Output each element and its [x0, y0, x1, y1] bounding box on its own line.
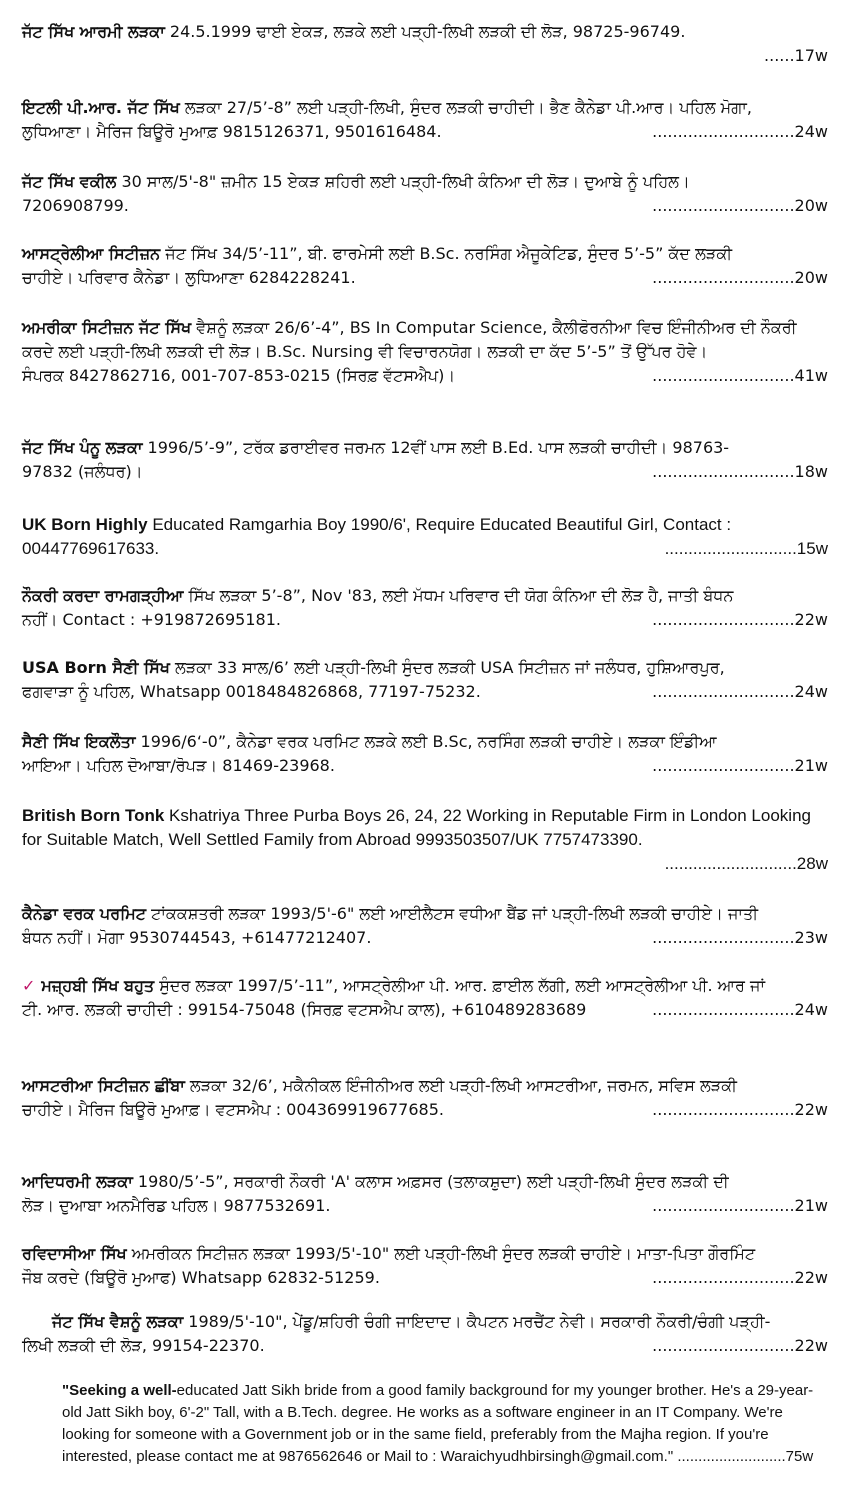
- ad-text-line2: ਸੰਪਰਕ 8427862716, 001-707-853-0215 (ਸਿਰਫ਼ ਵੱਟਸਐਪ)।: [22, 366, 456, 385]
- ad-text: ਸਿੱਖ ਲੜਕਾ 5’-8”, Nov '83, ਲਈ ਮੱਧਮ ਪਰਿਵਾਰ ਦੀ ਯੋਗ ਕੰਨਿਆ ਦੀ ਲੋੜ ਹੈ, ਜਾਤੀ ਬੰਧਨ: [183, 586, 734, 605]
- ad-text: ਜੱਟ ਸਿੱਖ 34/5’-11”, ਬੀ. ਫਾਰਮੇਸੀ ਲਈ B.Sc. ਨਰਸਿੰਗ ਐਜੂਕੇਟਿਡ, ਸੁੰਦਰ 5’-5” ਕੱਦ ਲੜਕੀ: [160, 244, 733, 263]
- ad-text-line2: ਜੌਬ ਕਰਦੇ (ਬਿਊਰੋ ਮੁਆਫ) Whatsapp 62832-51259.: [22, 1268, 380, 1287]
- matrimonial-ad: [22, 974, 828, 1022]
- ad-text: 1996/5’-9”, ਟਰੱਕ ਡਰਾਈਵਰ ਜਰਮਨ 12ਵੀਂ ਪਾਸ ਲਈ B.Ed. ਪਾਸ ਲੜਕੀ ਚਾਹੀਦੀ। 98763-: [142, 438, 730, 457]
- ad-body: [22, 1380, 828, 1468]
- ad-lead: ਅਮਰੀਕਾ ਸਿਟੀਜ਼ਨ ਜੱਟ ਸਿੱਖ: [22, 318, 192, 337]
- ad-body: [22, 730, 828, 754]
- ad-lead: ਜੱਟ ਸਿੱਖ ਪੰਨੂ ਲੜਕਾ: [22, 438, 143, 457]
- ad-text: ਸੁੰਦਰ ਲੜਕਾ 1997/5’-11”, ਆਸਟ੍ਰੇਲੀਆ ਪੀ. ਆਰ. ਫ਼ਾਈਲ ਲੱਗੀ, ਲਈ ਆਸਟ੍ਰੇਲੀਆ ਪੀ. ਆਰ ਜਾਂ: [154, 976, 766, 995]
- ad-text: 1996/6‘-0”, ਕੈਨੇਡਾ ਵਰਕ ਪਰਮਿਟ ਲੜਕੇ ਲਈ B.Sc, ਨਰਸਿੰਗ ਲੜਕੀ ਚਾਹੀਏ। ਲੜਕਾ ਇੰਡੀਆ: [135, 732, 717, 751]
- matrimonial-ad: [22, 242, 828, 290]
- matrimonial-ad: [22, 1170, 828, 1218]
- ad-rate: ............................15w: [664, 539, 828, 558]
- ad-lead: ਕੈਨੇਡਾ ਵਰਕ ਪਰਮਿਟ: [22, 904, 147, 923]
- matrimonial-ad: [22, 513, 828, 561]
- ad-rate: ............................24w: [652, 682, 828, 701]
- ad-lead: ਆਸਟ੍ਰੇਲੀਆ ਸਿਟੀਜ਼ਨ: [22, 244, 161, 263]
- ad-text-line2: ਟੀ. ਆਰ. ਲੜਕੀ ਚਾਹੀਦੀ : 99154-75048 (ਸਿਰਫ਼ ਵਟਸਐਪ ਕਾਲ), +610489283689: [22, 1000, 587, 1019]
- ad-body: [22, 316, 828, 364]
- ad-body: [22, 1242, 828, 1266]
- ad-rate: ............................41w: [652, 366, 828, 385]
- ad-body: [22, 1074, 828, 1098]
- ad-rate: ............................24w: [652, 122, 828, 141]
- matrimonial-ad: [22, 1074, 828, 1122]
- ad-text: ਲੜਕਾ 27/5’-8” ਲਈ ਪੜ੍ਹੀ-ਲਿਖੀ, ਸੁੰਦਰ ਲੜਕੀ ਚਾਹੀਦੀ। ਭੈਣ ਕੈਨੇਡਾ ਪੀ.ਆਰ। ਪਹਿਲ ਮੋਗਾ,: [179, 98, 752, 117]
- matrimonial-ad: [22, 170, 828, 218]
- ad-text-line2: ਲਿਖੀ ਲੜਕੀ ਦੀ ਲੋੜ, 99154-22370.: [22, 1336, 265, 1355]
- ad-text: 1980/5’-5”, ਸਰਕਾਰੀ ਨੌਕਰੀ 'A' ਕਲਾਸ ਅਫ਼ਸਰ (ਤਲਾਕਸ਼ੁਦਾ) ਲਈ ਪੜ੍ਹੀ-ਲਿਖੀ ਸੁੰਦਰ ਲੜਕੀ ਦੀ: [132, 1172, 729, 1191]
- ad-lead: ਆਦਿਧਰਮੀ ਲੜਕਾ: [22, 1172, 133, 1191]
- ad-text-line2: ਚਾਹੀਏ। ਪਰਿਵਾਰ ਕੈਨੇਡਾ। ਲੁਧਿਆਣਾ 6284228241.: [22, 268, 356, 287]
- ad-body: [22, 1170, 828, 1194]
- ad-rate: ............................22w: [652, 1268, 828, 1287]
- matrimonial-ad: [22, 1310, 828, 1358]
- matrimonial-ad: [22, 656, 828, 704]
- ad-text: 24.5.1999 ਢਾਈ ਏਕੜ, ਲੜਕੇ ਲਈ ਪੜ੍ਹੀ-ਲਿਖੀ ਲੜਕੀ ਦੀ ਲੋੜ, 98725-96749.: [164, 22, 686, 41]
- ad-lead: ਨੌਕਰੀ ਕਰਦਾ ਰਾਮਗੜ੍ਹੀਆ: [22, 586, 184, 605]
- ad-rate: ......17w: [764, 46, 828, 65]
- matrimonial-ad: [22, 804, 828, 876]
- ad-rate: ............................18w: [652, 462, 828, 481]
- ad-text: ਅਮਰੀਕਨ ਸਿਟੀਜ਼ਨ ਲੜਕਾ 1993/5'-10" ਲਈ ਪੜ੍ਹੀ-ਲਿਖੀ ਸੁੰਦਰ ਲੜਕੀ ਚਾਹੀਏ। ਮਾਤਾ-ਪਿਤਾ ਗੌਰਮਿੰਟ: [126, 1244, 756, 1263]
- ad-text-line2: ਫਗਵਾੜਾ ਨੂੰ ਪਹਿਲ, Whatsapp 0018484826868, 77197-75232.: [22, 682, 481, 701]
- matrimonial-ad: [22, 730, 828, 778]
- ad-rate: ............................22w: [652, 1336, 828, 1355]
- ad-text: Kshatriya Three Purba Boys 26, 24, 22 Working in Reputable Firm in London Looking for Suitable Match, Well Settled Family from Abroad 9993503507/UK 7757473390.: [22, 806, 811, 849]
- english-matrimonial-ad: [22, 1380, 828, 1468]
- matrimonial-ad: [22, 20, 828, 68]
- ad-text: ਟਾਂਕਕਸ਼ਤਰੀ ਲੜਕਾ 1993/5'-6" ਲਈ ਆਈਲੈਟਸ ਵਧੀਆ ਬੈਂਡ ਜਾਂ ਪੜ੍ਹੀ-ਲਿਖੀ ਲੜਕੀ ਚਾਹੀਏ। ਜਾਤੀ: [146, 904, 759, 923]
- ad-body: [22, 436, 828, 460]
- matrimonial-ad: [22, 584, 828, 632]
- ad-text: ਵੈਸ਼ਨੂੰ ਲੜਕਾ 26/6’-4”, BS In Computar Science, ਕੈਲੀਫੋਰਨੀਆ ਵਿਚ ਇੰਜੀਨੀਅਰ ਦੀ ਨੌਕਰੀ ਕਰਦੇ ਲਈ ਪੜ੍ਹੀ-ਲਿਖੀ ਲੜਕੀ ਦੀ ਲੋੜ। B.Sc. Nursing ਵੀ ਵਿਚਾਰਨਯੋਗ। ਲੜਕੀ ਦਾ ਕੱਦ 5’-5” ਤੋਂ ਉੱਪਰ ਹੋਵੇ।: [22, 318, 797, 361]
- ad-body: [22, 1310, 828, 1334]
- ad-text: ਲੜਕਾ 33 ਸਾਲ/6’ ਲਈ ਪੜ੍ਹੀ-ਲਿਖੀ ਸੁੰਦਰ ਲੜਕੀ USA ਸਿਟੀਜ਼ਨ ਜਾਂ ਜਲੰਧਰ, ਹੁਸ਼ਿਆਰਪੁਰ,: [169, 658, 725, 677]
- ad-lead: USA Born ਸੈਣੀ ਸਿੱਖ: [22, 658, 170, 677]
- ad-text: 1989/5'-10", ਪੇਂਡੂ/ਸ਼ਹਿਰੀ ਚੰਗੀ ਜਾਇਦਾਦ। ਕੈਪਟਨ ਮਰਚੈਂਟ ਨੇਵੀ। ਸਰਕਾਰੀ ਨੌਕਰੀ/ਚੰਗੀ ਪੜ੍ਹੀ-: [183, 1312, 771, 1331]
- ad-rate: ............................23w: [652, 928, 828, 947]
- ad-text: educated Jatt Sikh bride from a good family background for my younger brother. He's a 29-year-old Jatt Sikh boy, 6'-2" Tall, with a B.Tech. degree. He works as a software engineer in an IT Company. We're looking for someone with a Government job or in the same field, preferably from the Majha region. If you're interested, please contact me at 9876562646 or Mail to : Waraichyudhbirsingh@gmail.com.": [62, 1382, 814, 1465]
- ad-rate: ..........................75w: [677, 1448, 814, 1465]
- matrimonial-ad: [22, 316, 828, 388]
- matrimonial-ad: [22, 436, 828, 484]
- ad-body: [22, 656, 828, 680]
- matrimonial-ad: [22, 1242, 828, 1290]
- ad-text-line2: ਲੋੜ। ਦੁਆਬਾ ਅਨਮੈਰਿਡ ਪਹਿਲ। 9877532691.: [22, 1196, 331, 1215]
- ad-rate: ............................22w: [652, 610, 828, 629]
- ad-lead: ਮਜ਼੍ਹਬੀ ਸਿੱਖ ਬਹੁਤ: [41, 976, 155, 995]
- ad-body: [22, 513, 828, 537]
- ad-rate: ............................21w: [652, 1196, 828, 1215]
- ad-text-line2: ਚਾਹੀਏ। ਮੈਰਿਜ ਬਿਊਰੋ ਮੁਆਫ਼। ਵਟਸਐਪ : 004369919677685.: [22, 1100, 444, 1119]
- ad-body: [22, 804, 828, 852]
- ad-text: Educated Ramgarhia Boy 1990/6', Require Educated Beautiful Girl, Contact :: [147, 515, 732, 534]
- ad-lead: UK Born Highly: [22, 515, 148, 534]
- ad-lead: "Seeking a well-: [62, 1382, 177, 1399]
- ad-text-line2: 00447769617633.: [22, 539, 160, 558]
- ad-lead: ਆਸਟਰੀਆ ਸਿਟੀਜ਼ਨ ਛੀਂਬਾ: [22, 1076, 185, 1095]
- ad-body: [22, 974, 828, 998]
- matrimonial-ad: [22, 96, 828, 144]
- ad-lead: ਇਟਲੀ ਪੀ.ਆਰ. ਜੱਟ ਸਿੱਖ: [22, 98, 180, 117]
- ad-lead: ਜੱਟ ਸਿੱਖ ਵੈਸ਼ਨੂੰ ਲੜਕਾ: [52, 1312, 184, 1331]
- ad-text-line2: ਆਇਆ। ਪਹਿਲ ਦੋਆਬਾ/ਰੋਪੜ। 81469-23968.: [22, 756, 335, 775]
- check-mark-icon: ✓: [22, 976, 36, 995]
- ad-body: [22, 902, 828, 926]
- ad-body: [22, 170, 828, 194]
- ad-lead: British Born Tonk: [22, 806, 165, 825]
- ad-rate: ............................22w: [652, 1100, 828, 1119]
- ad-lead: ਜੱਟ ਸਿੱਖ ਵਕੀਲ: [22, 172, 117, 191]
- ad-lead: ਜੱਟ ਸਿੱਖ ਆਰਮੀ ਲੜਕਾ: [22, 22, 165, 41]
- matrimonial-ad: [22, 902, 828, 950]
- ad-body: [22, 242, 828, 266]
- ad-lead: ਰਵਿਦਾਸੀਆ ਸਿੱਖ: [22, 1244, 127, 1263]
- ad-text-line2: ਬੰਧਨ ਨਹੀਂ। ਮੋਗਾ 9530744543, +61477212407.: [22, 928, 372, 947]
- ad-rate: ............................20w: [652, 268, 828, 287]
- ad-text-line2: ਲੁਧਿਆਣਾ। ਮੈਰਿਜ ਬਿਊਰੋ ਮੁਆਫ਼ 9815126371, 9501616484.: [22, 122, 442, 141]
- ad-rate: ............................24w: [652, 1000, 828, 1019]
- ad-lead: ਸੈਣੀ ਸਿੱਖ ਇਕਲੌਤਾ: [22, 732, 136, 751]
- ad-rate: ............................28w: [664, 854, 828, 873]
- ad-body: [22, 20, 828, 44]
- ad-text: ਲੜਕਾ 32/6’, ਮਕੈਨੀਕਲ ਇੰਜੀਨੀਅਰ ਲਈ ਪੜ੍ਹੀ-ਲਿਖੀ ਆਸਟਰੀਆ, ਜਰਮਨ, ਸਵਿਸ ਲੜਕੀ: [184, 1076, 737, 1095]
- ad-text-line2: 97832 (ਜਲੰਧਰ)।: [22, 462, 143, 481]
- ad-body: [22, 584, 828, 608]
- ad-rate: ............................20w: [652, 196, 828, 215]
- ad-body: [22, 96, 828, 120]
- ad-rate: ............................21w: [652, 756, 828, 775]
- ad-text: 30 ਸਾਲ/5'-8" ਜ਼ਮੀਨ 15 ਏਕੜ ਸ਼ਹਿਰੀ ਲਈ ਪੜ੍ਹੀ-ਲਿਖੀ ਕੰਨਿਆ ਦੀ ਲੋੜ। ਦੁਆਬੇ ਨੂੰ ਪਹਿਲ।: [116, 172, 690, 191]
- ad-text-line2: ਨਹੀਂ। Contact : +919872695181.: [22, 610, 281, 629]
- ad-text-line2: 7206908799.: [22, 196, 129, 215]
